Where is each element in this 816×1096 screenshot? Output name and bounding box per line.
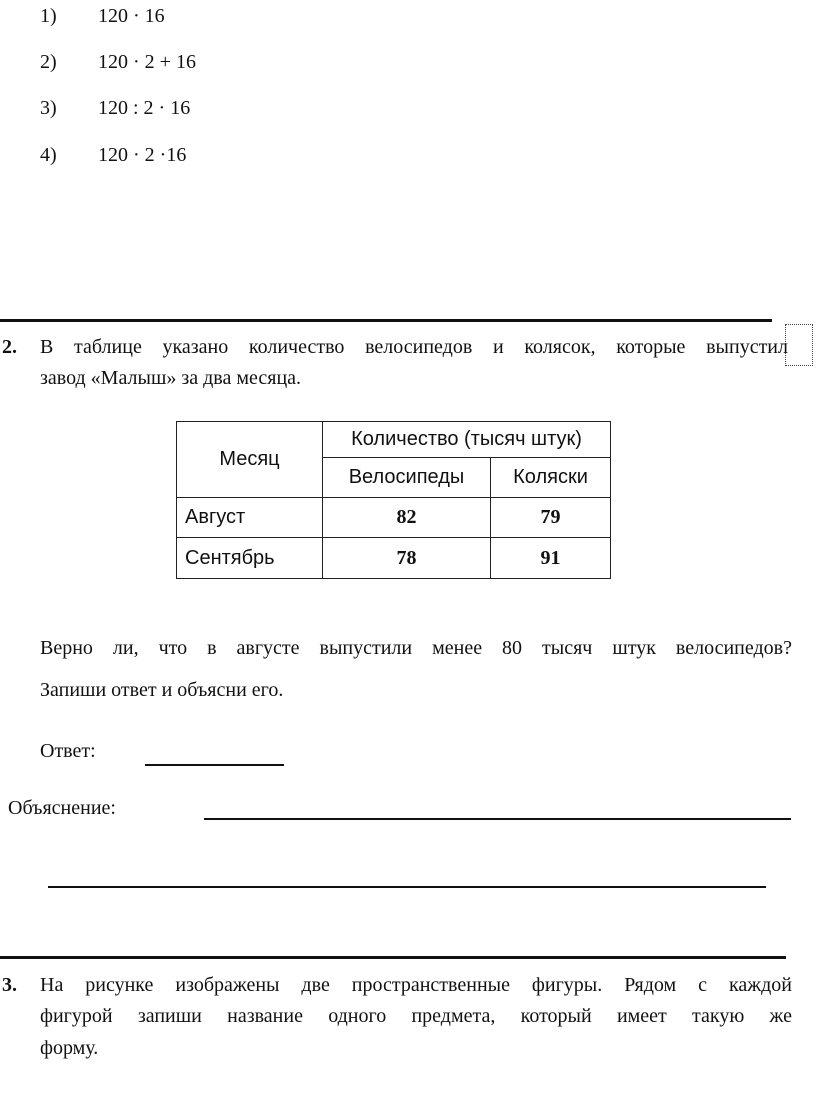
- table-cell-month: Сентябрь: [177, 538, 323, 579]
- option-expression: 120 : 2 · 16: [98, 97, 191, 119]
- table-row: [177, 498, 611, 538]
- task-text: фигурой запиши название одного предмета, который имеет такую же: [40, 1005, 792, 1027]
- task-number: 3.: [2, 974, 17, 996]
- answer-label: Ответ:: [40, 740, 96, 762]
- explanation-line[interactable]: [48, 886, 766, 888]
- table-header-bikes: Велосипеды: [323, 458, 491, 498]
- table-cell-strollers: 79: [491, 498, 611, 538]
- table-header-month: Месяц: [177, 422, 323, 498]
- explanation-label: Объяснение:: [8, 797, 116, 819]
- option-number: 3): [40, 97, 57, 119]
- option-number: 1): [40, 5, 57, 27]
- option-number: 2): [40, 51, 57, 73]
- answer-line[interactable]: [145, 764, 284, 766]
- table-cell-month: Август: [177, 498, 323, 538]
- table-row: [177, 538, 611, 579]
- option-expression: 120 · 2 + 16: [98, 51, 196, 73]
- question-text: Запиши ответ и объясни его.: [40, 679, 284, 701]
- option-expression: 120 · 2 ·16: [98, 144, 187, 166]
- table-cell-bikes: 82: [323, 498, 491, 538]
- option-number: 4): [40, 144, 57, 166]
- table-cell-bikes: 78: [323, 538, 491, 579]
- table-header-strollers: Коляски: [491, 458, 611, 498]
- section-divider: [0, 319, 772, 322]
- task-text: На рисунке изображены две пространственные фигуры. Рядом с каждой: [40, 974, 792, 996]
- margin-marker: [785, 324, 813, 366]
- question-text: Верно ли, что в августе выпустили менее 80 тысяч штук велосипедов?: [40, 637, 792, 659]
- task-text: завод «Малыш» за два месяца.: [40, 367, 302, 389]
- table-header-quantity: Количество (тысяч штук): [323, 422, 611, 458]
- explanation-line[interactable]: [204, 818, 791, 820]
- task-text: В таблице указано количество велосипедов и колясок, которые выпустил: [40, 336, 788, 358]
- table-cell-strollers: 91: [491, 538, 611, 579]
- task-text: форму.: [40, 1037, 99, 1059]
- section-divider: [0, 956, 786, 959]
- task-number: 2.: [2, 336, 17, 358]
- option-expression: 120 · 16: [98, 5, 165, 27]
- production-table: [176, 421, 611, 579]
